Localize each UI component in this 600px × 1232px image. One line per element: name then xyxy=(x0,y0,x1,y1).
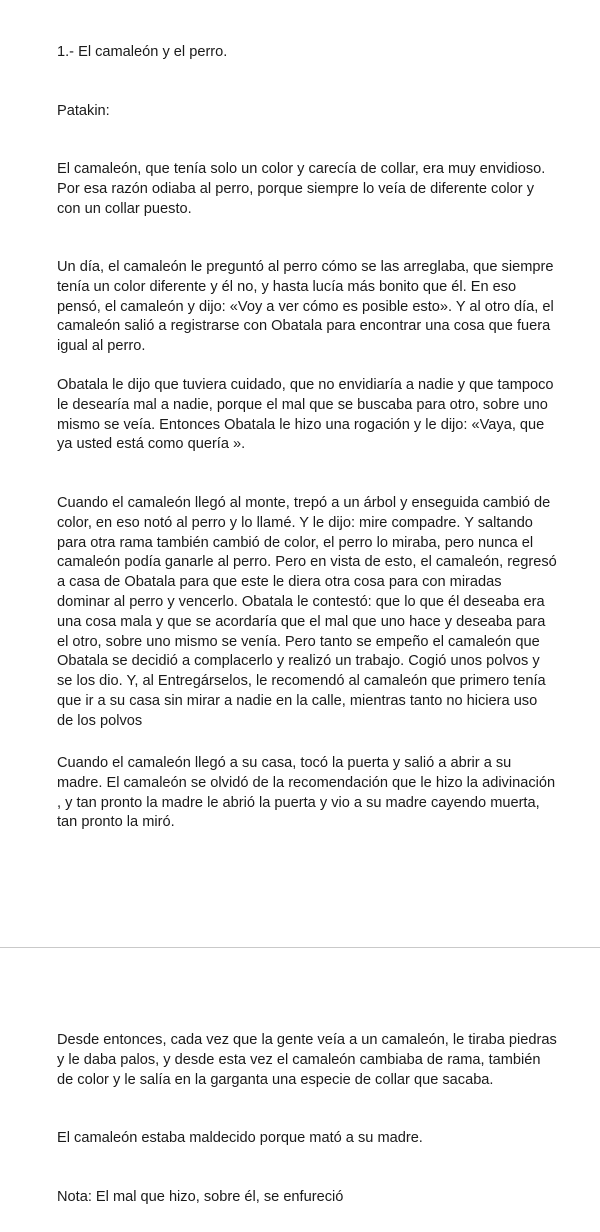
paragraph-7: El camaleón estaba maldecido porque mató a su madre. xyxy=(57,1130,423,1146)
paragraph-3: Obatala le dijo que tuviera cuidado, que no envidiaría a nadie y que tampoco le desearía mal a nadie, porque el mal que se buscaba para otro, sobre uno mismo se veía. Entonces Obatala le hizo una rogación y le dijo: «Vaya, que ya usted está como quería ». xyxy=(57,377,554,453)
page-break-divider xyxy=(0,947,600,948)
note-line: Nota: El mal que hizo, sobre él, se enfureció xyxy=(57,1189,344,1205)
section-label: Patakin: xyxy=(57,103,110,119)
paragraph-4: Cuando el camaleón llegó al monte, trepó a un árbol y enseguida cambió de color, en eso notó al perro y lo llamé. Y le dijo: mire compadre. Y saltando para otra rama también cambió de color, el perro lo miraba, pero nunca el camaleón podía ganarle al perro. Pero en vista de esto, el camaleón, regresó a casa de Obatala para que este le diera otra cosa para con miradas dominar al perro y vencerlo. Obatala le contestó: que lo que él deseaba era una cosa mala y que se acordaría que el mal que uno hace y deseaba para el otro, sobre uno mismo se venía. Pero tanto se empeño el camaleón que Obatala se decidió a complacerlo y realizó un trabajo. Cogió unos polvos y se los dio. Y, al Entregárselos, le recomendó al camaleón que primero tenía que ir a su casa sin mirar a nadie en la calle, mientras tanto no hiciera uso de los polvos xyxy=(57,495,557,729)
paragraph-6: Desde entonces, cada vez que la gente veía a un camaleón, le tiraba piedras y le daba palos, y desde esta vez el camaleón cambiaba de rama, también de color y le salía en la garganta una especie de collar que sacaba. xyxy=(57,1032,557,1088)
paragraph-5: Cuando el camaleón llegó a su casa, tocó la puerta y salió a abrir a su madre. El camaleón se olvidó de la recomendación que le hizo la adivinación , y tan pronto la madre le abrió la puerta y vio a su madre cayendo muerta, tan pronto la miró. xyxy=(57,755,556,831)
paragraph-1: El camaleón, que tenía solo un color y carecía de collar, era muy envidioso. Por esa razón odiaba al perro, porque siempre lo veía de diferente color y con un collar puesto. xyxy=(57,161,546,217)
paragraph-2: Un día, el camaleón le preguntó al perro cómo se las arreglaba, que siempre tenía un color diferente y él no, y hasta lucía más bonito que él. En eso pensó, el camaleón y dijo: «Voy a ver cómo es posible esto». Y al otro día, el camaleón salió a registrarse con Obatala para encontrar una cosa que fuera igual al perro. xyxy=(57,259,554,355)
document-title: 1.- El camaleón y el perro. xyxy=(57,44,228,60)
